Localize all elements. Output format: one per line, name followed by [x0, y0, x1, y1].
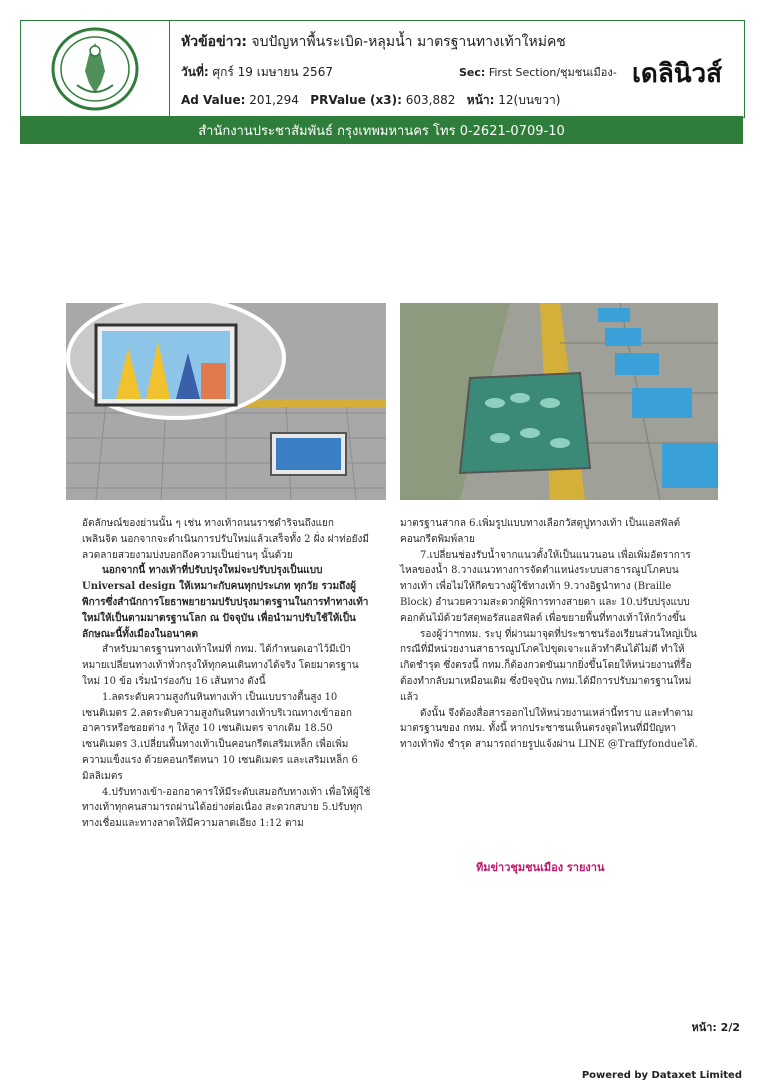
headline-text: จบปัญหาพื้นระเบิด-หลุมน้ำ มาตรฐานทางเท้าใหม่คช	[251, 34, 566, 50]
agency-bar: สำนักงานประชาสัมพันธ์ กรุงเทพมหานคร โทร 0-2621-0709-10	[20, 116, 743, 144]
page-label: หน้า:	[466, 93, 495, 107]
paragraph: มาตรฐานสากล 6.เพิ่มรูปแบบทางเลือกวัสดุปูทางเท้า เป็นแอสฟัลต์คอนกรีตพิมพ์ลาย	[400, 518, 681, 545]
date-line	[181, 63, 333, 82]
paragraph: รองผู้ว่าฯกทม. ระบุ ที่ผ่านมาจุดที่ประชาชนร้องเรียนส่วนใหญ่เป็นกรณีที่มีหน่วยงานสาธารณูปโภคไปขุดเจาะแล้วทำคืนได้ไม่ดี ทำให้เกิดชำรุด ซึ่งตรงนี้ กทม.ก็ต้องกวดขันมากยิ่งขึ้นโดยให้หน่วยงานที่รื้อต้องทำกลับมาเหมือนเดิม ซึ่งปัจจุบัน กทม.ได้มีการปรับมาตรฐานใหม่แล้ว	[400, 628, 697, 703]
article-column-right	[400, 516, 700, 753]
sidewalk-manhole-image	[66, 303, 386, 500]
bma-seal-icon	[49, 25, 141, 113]
publication-name: เดลินิวส์	[632, 59, 722, 89]
section-value: First Section/ชุมชนเมือง-	[488, 66, 617, 79]
ad-value: 201,294	[249, 93, 299, 107]
date-value: ศุกร์ 19 เมษายน 2567	[212, 65, 333, 79]
paragraph: อัตลักษณ์ของย่านนั้น ๆ เช่น ทางเท้าถนนราชดำริจนถึงแยก เพลินจิต นอกจากจะดำเนินการปรับใหม่แล้วเสร็จทั้ง 2 ฝั่ง ฝาท่อยังมีลวดลายสวยงามบ่งบอกถึงความเป็นย่านๆ นั้นด้วย	[82, 518, 369, 561]
photo-manhole-cover	[66, 303, 386, 500]
reporter-credit: ทีมข่าวชุมชนเมือง รายงาน	[476, 861, 605, 874]
section-label: Sec:	[459, 66, 486, 79]
page-number: หน้า: 2/2	[691, 1021, 740, 1034]
bma-seal-logo	[21, 21, 170, 117]
paragraph: ดังนั้น จึงต้องสื่อสารออกไปให้หน่วยงานเหล่านี้ทราบ และทำตามมาตรฐานของ กทม. ทั้งนี้ หากประชาชนเห็นตรงจุดไหนที่มีปัญหาทางเท้าพัง ชำรุด สามารถถ่ายรูปแจ้งผ่าน LINE @Traffyfondueได้.	[400, 707, 698, 751]
powered-by: Powered by Dataxet Limited	[581, 1070, 742, 1081]
value-line	[181, 91, 560, 110]
clipping-meta	[181, 21, 744, 117]
paragraph: นอกจากนี้ ทางเท้าที่ปรับปรุงใหม่จะปรับปรุงเป็นแบบ Universal design ให้เหมาะกับคนทุกประเภท ทุกวัย รวมถึงผู้พิการซึ่งสำนักการโยธาพยายามปรับปรุงมาตรฐานในการทำทางเท้าใหม่ให้เป็นตามมาตรฐานโลก ณ ปัจจุบัน เพื่อนำมาปรับใช้ให้เป็นลักษณะนี้ทั้งเมืองในอนาคต	[82, 565, 369, 640]
paragraph: 1.ลดระดับความสูงกันหินทางเท้า เป็นแบบรางตื้นสูง 10 เซนติเมตร 2.ลดระดับความสูงกันหินทางเท้าบริเวณทางเข้าออกอาคารหรือซอยต่าง ๆ ให้สูง 10 เซนติเมตร จากเดิม 18.50 เซนติเมตร 3.เปลี่ยนพื้นทางเท้าเป็นคอนกรีตเสริมเหล็ก เพื่อเพิ่มความแข็งแรง ด้วยคอนกรีตหนา 10 เซนติเมตร และเสริมเหล็ก 6 มิลลิเมตร	[82, 691, 358, 782]
pr-value-label: PRValue (x3):	[310, 93, 402, 107]
paragraph: 4.ปรับทางเข้า-ออกอาคารให้มีระดับเสมอกับทางเท้า เพื่อให้ผู้ใช้ทางเท้าทุกคนสามารถผ่านได้อย่างต่อเนื่อง สะดวกสบาย 5.ปรับทุกทางเชื่อมและทางลาดให้มีความลาดเอียง 1:12 ตาม	[82, 786, 371, 830]
date-label: วันที่:	[181, 65, 209, 79]
sidewalk-benches-image	[400, 303, 718, 500]
clipping-header	[20, 20, 745, 118]
headline-label: หัวข้อข่าว:	[181, 34, 247, 50]
paragraph: 7.เปลี่ยนช่องรับน้ำจากแนวตั้งให้เป็นแนวนอน เพื่อเพิ่มอัตราการไหลของน้ำ 8.วางแนวทางการจัดตำแหน่งระบบสาธารณูปโภคบนทางเท้า เพื่อไม่ให้กีดขวางผู้ใช้ทางเท้า 9.วางอิฐนำทาง (Braille Block) อำนวยความสะดวกผู้พิการทางสายตา และ 10.ปรับปรุงแบบคอกต้นไม้ด้วยวัสดุพอรัสแอสฟัลต์ เพื่อขยายพื้นที่ทางเท้าให้กว้างขึ้น	[400, 549, 691, 624]
headline-line	[181, 31, 611, 53]
section-line	[459, 63, 619, 81]
pr-value: 603,882	[405, 93, 456, 107]
page-value: 12(บนขวา)	[498, 93, 561, 107]
article-column-left	[82, 516, 372, 832]
paragraph: สำหรับมาตรฐานทางเท้าใหม่ที่ กทม. ได้กำหนดเอาไว้มีเป้าหมายเปลี่ยนทางเท้าทั่วกรุงให้ทุกคนเดินทางได้จริง โดยมาตรฐานใหม่ 10 ข้อ เริ่มนำร่องกับ 16 เส้นทาง ดังนี้	[82, 644, 359, 687]
photo-walkway-benches	[400, 303, 718, 500]
ad-value-label: Ad Value:	[181, 93, 246, 107]
